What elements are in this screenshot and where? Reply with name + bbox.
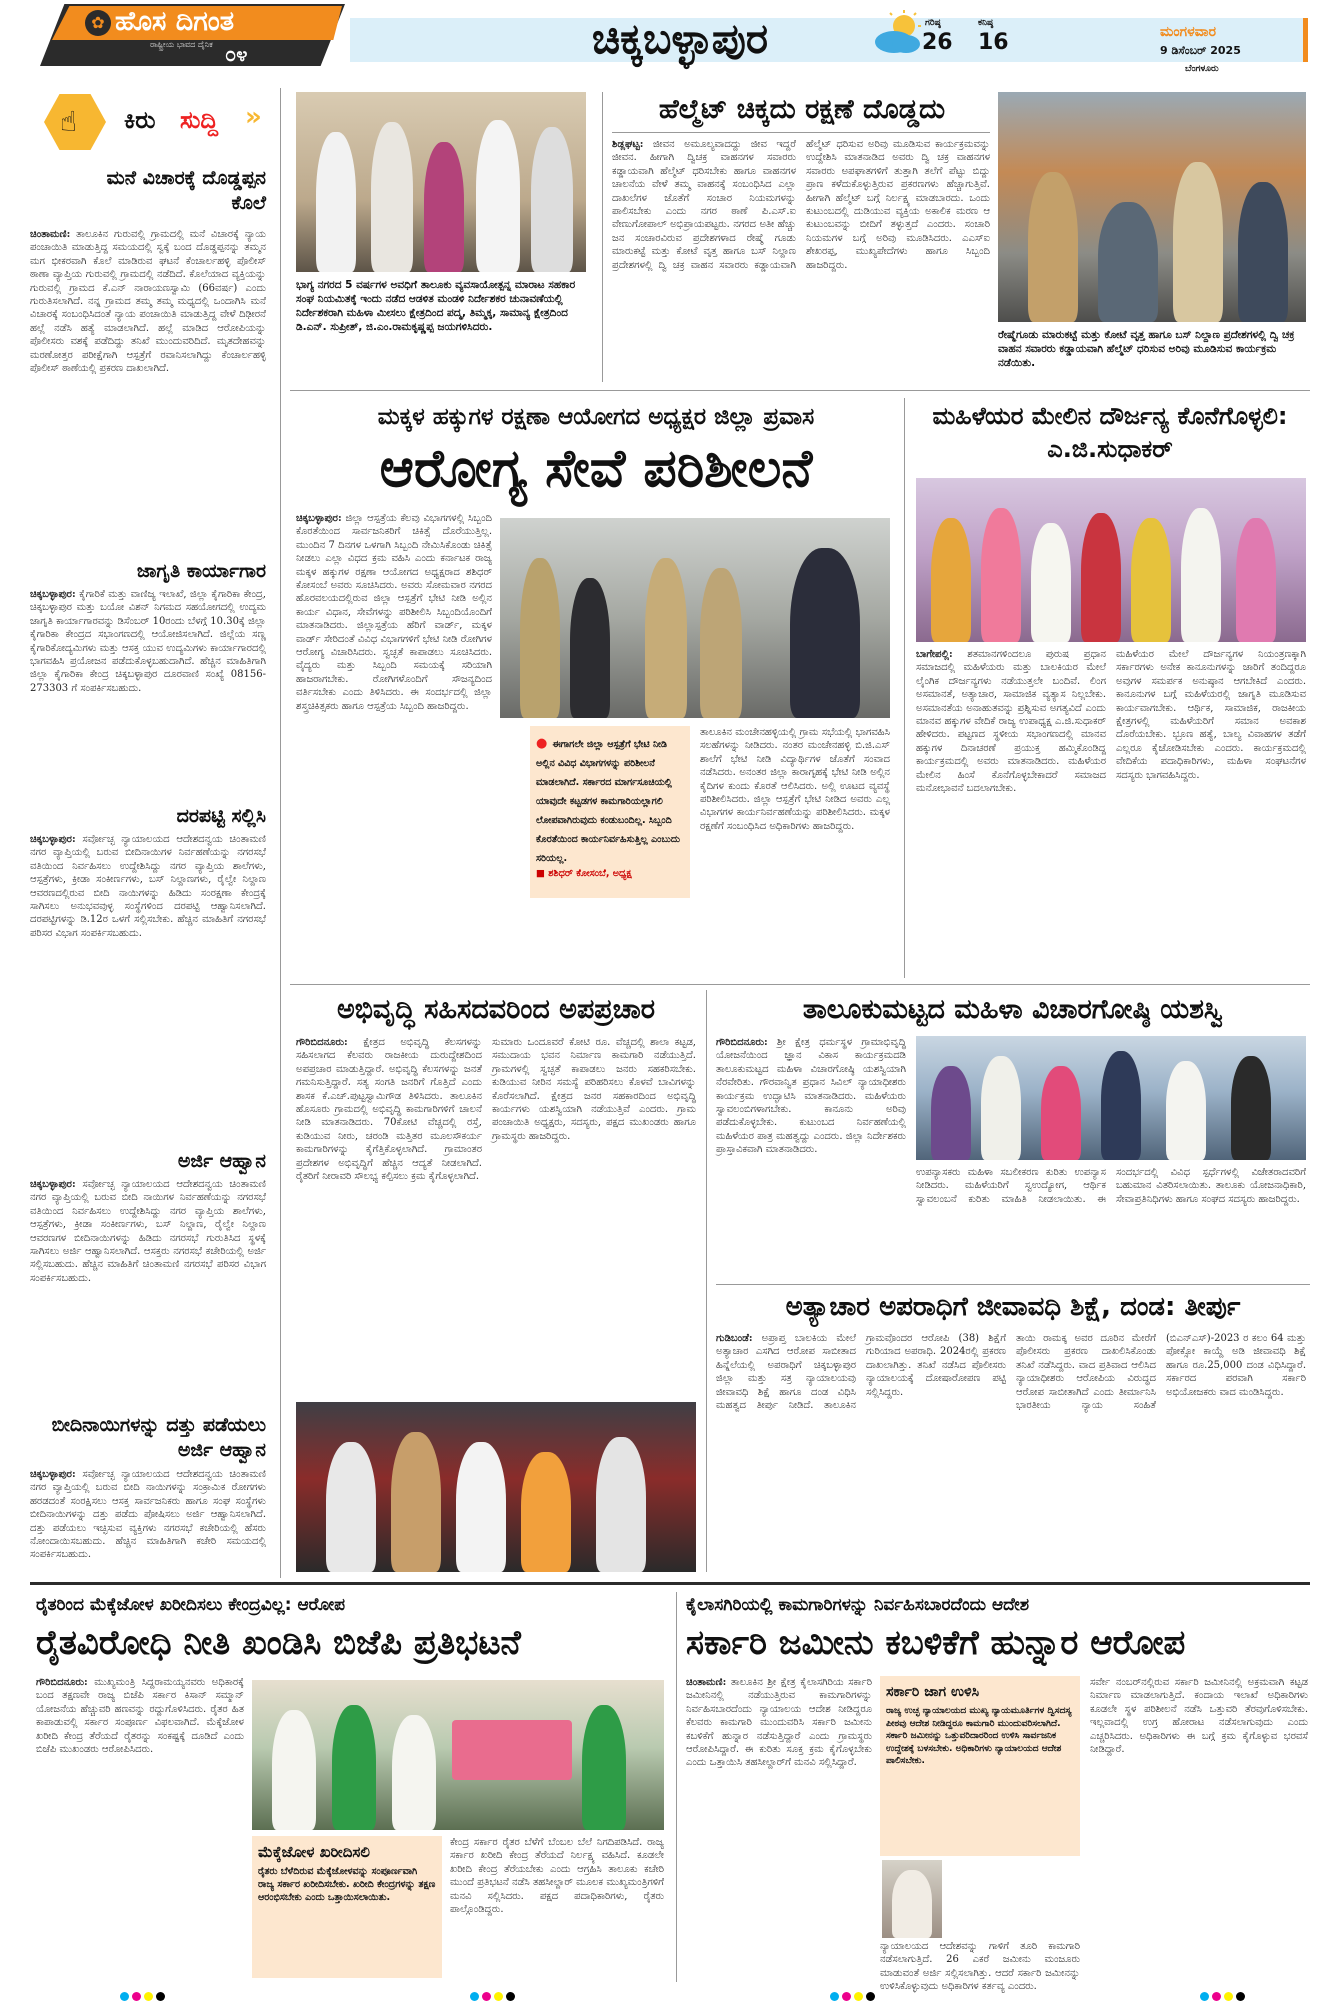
max-temp-label: ಗರಿಷ್ಠ [925,18,941,28]
brief-4-body: ಚಿಕ್ಕಬಳ್ಳಾಪುರ: ಸರ್ವೋಚ್ಛ ನ್ಯಾಯಾಲಯದ ಆದೇಶದನ್ವಯ ಚಿಂತಾಮಣಿ ನಗರ ವ್ಯಾಪ್ತಿಯಲ್ಲಿ ಬರುವ ಬೀದಿ ನಾಯಿಗಳ ನಿರ್ವಹಣೆಯನ್ನು ನಗರಸಭೆ ವತಿಯಿಂದ ನಿರ್ವಹಿಸಲು ಉದ್ದೇಶಿಸಿದ್ದು ನಗರ ವ್ಯಾಪ್ತಿಯ ಶಾಲೆಗಳು, ಆಸ್ಪತ್ರೆಗಳು, ಕ್ರೀಡಾ ಸಂಕೀರ್ಣಗಳು, ಬಸ್ ನಿಲ್ದಾಣ, ರೈಲ್ವೇ ನಿಲ್ದಾಣ ಆವರಣಗಳ ಬೀದಿನಾಯಿಗಳನ್ನು ಹಿಡಿದು ನಗರಸಭೆ ಗುರುತಿಸಿದ ಸ್ಥಳಕ್ಕೆ ಸಾಗಿಸಲು ಅರ್ಜಿ ಆಹ್ವಾನಿಸಲಾಗಿದೆ. ಆಸಕ್ತರು ನಗರಸಭೆ ಕಚೇರಿಯಲ್ಲಿ ಅರ್ಜಿ ಸಲ್ಲಿಸಬಹುದು. ಹೆಚ್ಚಿನ ಮಾಹಿತಿಗೆ ಚಿಂತಾಮಣಿ ನಗರಸಭೆ ಪರಿಸರ ವಿಭಾಗ ಸಂಪರ್ಕಿಸಬಹುದು. [30,1179,266,1284]
page-number: ೦೪ [225,42,248,66]
health-photo [500,518,890,718]
bjp-inset [252,1836,442,1978]
column-rule [280,88,281,1578]
masthead [0,0,1339,78]
health-body-a: ಚಿಕ್ಕಬಳ್ಳಾಪುರ: ಜಿಲ್ಲಾ ಆಸ್ಪತ್ರೆಯ ಕೆಲವು ವಿಭಾಗಗಳಲ್ಲಿ ಸಿಬ್ಬಂದಿ ಕೊರತೆಯಿಂದ ಸಾರ್ವಜನಿಕರಿಗೆ ಚಿಕಿತ್ಸೆ ದೊರೆಯುತ್ತಿಲ್ಲ. ಮುಂದಿನ 7 ದಿನಗಳ ಒಳಗಾಗಿ ಸಿಬ್ಬಂದಿ ನೇಮಿಸಿಕೊಂಡು ಚಿಕಿತ್ಸೆ ನೀಡಲು ಎಲ್ಲಾ ವಿಧದ ಕ್ರಮ ವಹಿಸಿ ಎಂದು ಕರ್ನಾಟಕ ರಾಜ್ಯ ಮಕ್ಕಳ ಹಕ್ಕುಗಳ ರಕ್ಷಣಾ ಆಯೋಗದ ಅಧ್ಯಕ್ಷರಾದ ಶಶಿಧರ್ ಕೋಸಂಬೆ ಅವರು ಸೂಚಿಸಿದರು. ಅವರು ಸೋಮವಾರ ನಗರದ ಹೊರವಲಯದಲ್ಲಿರುವ ಜಿಲ್ಲಾ ಆಸ್ಪತ್ರೆಗೆ ಭೇಟಿ ನೀಡಿ ಅಲ್ಲಿನ ಕಾರ್ಯ ವಿಧಾನ, ಸೇವೆಗಳನ್ನು ಪರಿಶೀಲಿಸಿ ಸಿಬ್ಬಂದಿಯೊಂದಿಗೆ ಮಾತನಾಡಿದರು. ಜಿಲ್ಲಾಸ್ಪತ್ರೆಯ ಹೆರಿಗೆ ವಾರ್ಡ್, ಮಕ್ಕಳ ವಾರ್ಡ್ ಸೇರಿದಂತೆ ವಿವಿಧ ವಿಭಾಗಗಳಿಗೆ ಭೇಟಿ ನೀಡಿ ರೋಗಿಗಳ ಆರೋಗ್ಯ ವಿಚಾರಿಸಿದರು. ಸ್ವಚ್ಛತೆ ಕಾಪಾಡಲು ಸೂಚಿಸಿದರು. ವೈದ್ಯರು ಮತ್ತು ಸಿಬ್ಬಂದಿ ಸಮಯಕ್ಕೆ ಸರಿಯಾಗಿ ಹಾಜರಾಗಬೇಕು. ರೋಗಿಗಳೊಂದಿಗೆ ಸೌಜನ್ಯದಿಂದ ವರ್ತಿಸಬೇಕು ಎಂದು ತಿಳಿಸಿದರು. ಈ ಸಂದರ್ಭದಲ್ಲಿ ಜಿಲ್ಲಾ ಶಸ್ತ್ರಚಿಕಿತ್ಸಕರು ಹಾಗೂ ಆಸ್ಪತ್ರೆಯ ಸಿಬ್ಬಂದಿ ಹಾಜರಿದ್ದರು. [296,513,492,712]
brief-3-title: ದರಪಟ್ಟಿ ಸಲ್ಲಿಸಿ [176,805,266,827]
land-body-c: ನ್ಯಾಯಾಲಯದ ಆದೇಶವನ್ನು ಗಾಳಿಗೆ ತೂರಿ ಕಾಮಗಾರಿ ನಡೆಸಲಾಗುತ್ತಿದೆ. 26 ಎಕರೆ ಜಮೀನು ಮಂಜೂರು ಮಾಡುವಂತೆ ಅರ್ಜಿ ಸಲ್ಲಿಸಲಾಗಿತ್ತು. ಆದರೆ ಸರ್ಕಾರಿ ಜಮೀನನ್ನು ಉಳಿಸಿಕೊಳ್ಳುವುದು ಅಧಿಕಾರಿಗಳ ಕರ್ತವ್ಯ ಎಂದರು. [880,1941,1080,1993]
bjp-body-b: ಕೇಂದ್ರ ಸರ್ಕಾರ ರೈತರ ಬೆಳೆಗೆ ಬೆಂಬಲ ಬೆಲೆ ನಿಗದಿಪಡಿಸಿದೆ. ರಾಜ್ಯ ಸರ್ಕಾರ ಖರೀದಿ ಕೇಂದ್ರ ತೆರೆಯದೆ ನಿರ್ಲಕ್ಷ್ಯ ವಹಿಸಿದೆ. ಕೂಡಲೇ ಖರೀದಿ ಕೇಂದ್ರ ತೆರೆಯಬೇಕು ಎಂದು ಆಗ್ರಹಿಸಿ ತಾಲೂಕು ಕಚೇರಿ ಮುಂದೆ ಪ್ರತಿಭಟನೆ ನಡೆಸಿ ತಹಸೀಲ್ದಾರ್ ಮೂಲಕ ಮುಖ್ಯಮಂತ್ರಿಗಳಿಗೆ ಮನವಿ ಸಲ್ಲಿಸಿದರು. ಪಕ್ಷದ ಪದಾಧಿಕಾರಿಗಳು, ರೈತರು ಪಾಲ್ಗೊಂಡಿದ್ದರು. [450,1837,664,1916]
paper-emblem-icon: ✿ [85,10,111,36]
land-inset-body: ರಾಜ್ಯ ಉಚ್ಛ ನ್ಯಾಯಾಲಯದ ಮುಖ್ಯ ನ್ಯಾಯಮೂರ್ತಿಗಳ ದ್ವಿಸದಸ್ಯ ಪೀಠವು ಆದೇಶ ನೀಡಿದ್ದರೂ ಕಾಮಗಾರಿ ಮುಂದುವರಿಸಲಾಗಿದೆ. ಸರ್ಕಾರಿ ಜಮೀನನ್ನು ಒತ್ತುವರಿದಾರರಿಂದ ಉಳಿಸಿ ಸಾರ್ವಜನಿಕ ಉದ್ದೇಶಕ್ಕೆ ಬಳಸಬೇಕು. ಅಧಿಕಾರಿಗಳು ನ್ಯಾಯಾಲಯದ ಆದೇಶ ಪಾಲಿಸಬೇಕು. [886,1706,1072,1766]
brief-1-body: ಚಿಂತಾಮಣಿ: ತಾಲೂಕಿನ ಗುರುವಲ್ಲಿ ಗ್ರಾಮದಲ್ಲಿ ಮನೆ ವಿಚಾರಕ್ಕೆ ನ್ಯಾಯ ಪಂಚಾಯಿತಿ ಮಾಡುತ್ತಿದ್ದ ಸಮಯದಲ್ಲಿ ಸ್ವಕ್ಕೆ ಬಂದ ದೊಡ್ಡಪ್ಪನನ್ನು ತಮ್ಮನ ಮಗ ಭೀಕರವಾಗಿ ಕೊಲೆ ಮಾಡಿರುವ ಘಟನೆ ಕೆಂಚಾರ್ಲಹಳ್ಳಿ ಪೊಲೀಸ್ ಠಾಣಾ ವ್ಯಾಪ್ತಿಯ ಗುರುವಲ್ಲಿ ಗ್ರಾಮದಲ್ಲಿ ನಡೆದಿದೆ. ಕೊಲೆಯಾದ ವ್ಯಕ್ತಿಯನ್ನು ಗುರುವಲ್ಲಿ ಗ್ರಾಮದ ಕೆ.ಎನ್ ನಾರಾಯಣಸ್ವಾಮಿ (66ವರ್ಷ) ಎಂದು ಗುರುತಿಸಲಾಗಿದೆ. ನನ್ನ ಗ್ರಾಮದ ತಮ್ಮ ತಮ್ಮ ಮಧ್ಯದಲ್ಲಿ ಒಂದಾಗಿಸಿ ಮನೆ ವಿಚಾರಕ್ಕೆ ಸಂಬಂಧಿಸಿದಂತೆ ನ್ಯಾಯ ಪಂಚಾಯಿತಿ ಮಾಡುತ್ತಿದ್ದ ವೇಳೆ ದಿಢೀರನೆ ಹಲ್ಲೆ ನಡೆಸಿ ಹತ್ಯೆ ಮಾಡಲಾಗಿದೆ. ಹಲ್ಲೆ ಮಾಡಿದ ಆರೋಪಿಯನ್ನು ಪೊಲೀಸರು ವಶಕ್ಕೆ ಪಡೆದಿದ್ದು ತನಿಖೆ ಮುಂದುವರಿದಿದೆ. ಮೃತದೇಹವನ್ನು ಮರಣೋತ್ತರ ಪರೀಕ್ಷೆಗಾಗಿ ಆಸ್ಪತ್ರೆಗೆ ರವಾನಿಸಲಾಗಿದ್ದು ಕೆಂಚಾರ್ಲಹಳ್ಳಿ ಪೊಲೀಸ್ ಠಾಣೆಯಲ್ಲಿ ಪ್ರಕರಣ ದಾಖಲಾಗಿದೆ. [30,229,266,375]
bjp-inset-title: ಮೆಕ್ಕೆಜೋಳ ಖರೀದಿಸಲಿ [258,1843,370,1861]
weekday: ಮಂಗಳವಾರ [1160,24,1217,40]
seminar-headline: ತಾಲೂಕುಮಟ್ಟದ ಮಹಿಳಾ ವಿಚಾರಗೋಷ್ಠಿ ಯಶಸ್ವಿ [802,994,1224,1025]
land-body-a: ಚಿಂತಾಮಣಿ: ತಾಲೂಕಿನ ಶ್ರೀ ಕ್ಷೇತ್ರ ಕೈಲಾಸಗಿರಿಯ ಸರ್ಕಾರಿ ಜಮೀನಿನಲ್ಲಿ ನಡೆಯುತ್ತಿರುವ ಕಾಮಗಾರಿಗಳನ್ನು ನಿರ್ವಹಿಸಬಾರದೆಂದು ನ್ಯಾಯಾಲಯ ಆದೇಶ ನೀಡಿದ್ದರೂ ಕೆಲವರು ಕಾಮಗಾರಿ ಮುಂದುವರಿಸಿ ಸರ್ಕಾರಿ ಜಮೀನು ಕಬಳಿಕೆಗೆ ಹುನ್ನಾರ ನಡೆಸುತ್ತಿದ್ದಾರೆ ಎಂದು ಗ್ರಾಮಸ್ಥರು ಆರೋಪಿಸಿದ್ದಾರೆ. ಈ ಕುರಿತು ಸೂಕ್ತ ಕ್ರಮ ಕೈಗೊಳ್ಳಬೇಕು ಎಂದು ಒತ್ತಾಯಿಸಿ ತಹಸೀಲ್ದಾರ್‌ಗೆ ಮನವಿ ಸಲ್ಲಿಸಿದ್ದಾರೆ. [686,1677,872,1769]
land-headline: ಸರ್ಕಾರಿ ಜಮೀನು ಕಬಳಿಕೆಗೆ ಹುನ್ನಾರ ಆರೋಪ [686,1623,1186,1663]
weather-icon [870,8,926,58]
bottom-rule [30,1582,1310,1585]
verdict-headline: ಅತ್ಯಾಚಾರ ಅಪರಾಧಿಗೆ ಜೀವಾವಧಿ ಶಿಕ್ಷೆ, ದಂಡ: ತೀರ್ಪು [785,1292,1241,1322]
city-name: ಬೆಂಗಳೂರು [1185,64,1219,74]
seminar-photo [916,1036,1306,1160]
bjp-photo [252,1680,664,1830]
land-body-b: ಸರ್ವೇ ನಂಬರ್‌ನಲ್ಲಿರುವ ಸರ್ಕಾರಿ ಜಮೀನಿನಲ್ಲಿ ಅಕ್ರಮವಾಗಿ ಕಟ್ಟಡ ನಿರ್ಮಾಣ ಮಾಡಲಾಗುತ್ತಿದೆ. ಕಂದಾಯ ಇಲಾಖೆ ಅಧಿಕಾರಿಗಳು ಕೂಡಲೇ ಸ್ಥಳ ಪರಿಶೀಲನೆ ನಡೆಸಿ ಒತ್ತುವರಿ ತೆರವುಗೊಳಿಸಬೇಕು. ಇಲ್ಲವಾದಲ್ಲಿ ಉಗ್ರ ಹೋರಾಟ ನಡೆಸಲಾಗುವುದು ಎಂದು ಎಚ್ಚರಿಸಿದರು. ಅಧಿಕಾರಿಗಳು ಈ ಬಗ್ಗೆ ಕ್ರಮ ಕೈಗೊಳ್ಳುವ ಭರವಸೆ ನೀಡಿದ್ದಾರೆ. [1090,1677,1308,1756]
helmet-photo [998,92,1306,322]
health-quote-author: ■ ಶಶಿಧರ್ ಕೋಸಂಬೆ, ಅಧ್ಯಕ್ಷ [536,868,632,879]
kirusuddi-label-b: ಸುದ್ದಿ [180,106,219,134]
issue-date: 9 ಡಿಸೆಂಬರ್ 2025 [1160,44,1241,57]
corruption-headline: ಅಭಿವೃದ್ಧಿ ಸಹಿಸದವರಿಂದ ಅಪಪ್ರಚಾರ [336,994,656,1025]
min-temp: 16 [978,30,1009,55]
bjp-body-a: ಗೌರಿಬಿದನೂರು: ಮುಖ್ಯಮಂತ್ರಿ ಸಿದ್ದರಾಮಯ್ಯನವರು ಅಧಿಕಾರಕ್ಕೆ ಬಂದ ತಕ್ಷಣವೇ ರಾಜ್ಯ ಬಿಜೆಪಿ ಸರ್ಕಾರ ಕಿಸಾನ್ ಸಮ್ಮಾನ್ ಯೋಜನೆಯ ಹೆಚ್ಚುವರಿ ಹಣವನ್ನು ರದ್ದುಗೊಳಿಸಿದರು. ರೈತರ ಹಿತ ಕಾಪಾಡುವಲ್ಲಿ ಸರ್ಕಾರ ಸಂಪೂರ್ಣ ವಿಫಲವಾಗಿದೆ. ಮೆಕ್ಕೆಜೋಳ ಖರೀದಿ ಕೇಂದ್ರ ತೆರೆಯದೆ ರೈತರನ್ನು ಸಂಕಷ್ಟಕ್ಕೆ ದೂಡಿದೆ ಎಂದು ಬಿಜೆಪಿ ಮುಖಂಡರು ಆರೋಪಿಸಿದರು. [36,1677,245,1756]
min-temp-label: ಕನಿಷ್ಠ [978,18,994,28]
registration-marks-center-left [470,1992,515,2001]
edition-name: ಚಿಕ್ಕಬಳ್ಳಾಪುರ [591,14,769,63]
helmet-photo-caption: ರೇಷ್ಮೆಗೂಡು ಮಾರುಕಟ್ಟೆ ಮತ್ತು ಕೋಟೆ ವೃತ್ತ ಹಾಗೂ ಬಸ್ ನಿಲ್ದಾಣ ಪ್ರದೇಶಗಳಲ್ಲಿ ದ್ವಿ ಚಕ್ರ ವಾಹನ ಸವಾರರು ಕಡ್ಡಾಯವಾಗಿ ಹೆಲ್ಮೆಟ್ ಧರಿಸುವ ಅರಿವು ಮೂಡಿಸುವ ಕಾರ್ಯಕ್ರಮ ನಡೆಯಿತು. [998,329,1295,369]
corruption-body-b: ಸುಮಾರು ಒಂದೂವರೆ ಕೋಟಿ ರೂ. ವೆಚ್ಚದಲ್ಲಿ ಶಾಲಾ ಕಟ್ಟಡ, ಸಮುದಾಯ ಭವನ ನಿರ್ಮಾಣ ಕಾಮಗಾರಿ ನಡೆಯುತ್ತಿದೆ. ಗ್ರಾಮಗಳಲ್ಲಿ ಸ್ವಚ್ಛತೆ ಕಾಪಾಡಲು ಜನರು ಸಹಕರಿಸಬೇಕು. ಕುಡಿಯುವ ನೀರಿನ ಸಮಸ್ಯೆ ಪರಿಹರಿಸಲು ಕೊಳವೆ ಬಾವಿಗಳನ್ನು ಕೊರೆಸಲಾಗಿದೆ. ಕ್ಷೇತ್ರದ ಜನರ ಸಹಕಾರದಿಂದ ಅಭಿವೃದ್ಧಿ ಕಾರ್ಯಗಳು ಯಶಸ್ವಿಯಾಗಿ ನಡೆಯುತ್ತಿವೆ ಎಂದರು. ಗ್ರಾಮ ಪಂಚಾಯಿತಿ ಅಧ್ಯಕ್ಷರು, ಸದಸ್ಯರು, ಪಕ್ಷದ ಮುಖಂಡರು ಹಾಗೂ ಗ್ರಾಮಸ್ಥರು ಹಾಜರಿದ್ದರು. [492,1037,696,1142]
paper-tagline: ರಾಷ್ಟ್ರೀಯ ಭಾವದ ದೈನಿಕ [150,40,213,49]
bjp-inset-body: ರೈತರು ಬೆಳೆದಿರುವ ಮೆಕ್ಕೆಜೋಳವನ್ನು ಸಂಪೂರ್ಣವಾಗಿ ರಾಜ್ಯ ಸರ್ಕಾರ ಖರೀದಿಸಬೇಕು. ಖರೀದಿ ಕೇಂದ್ರಗಳನ್ನು ತಕ್ಷಣ ಆರಂಭಿಸಬೇಕು ಎಂದು ಒತ್ತಾಯಿಸಲಾಯಿತು. [258,1866,436,1903]
brief-2-body: ಚಿಕ್ಕಬಳ್ಳಾಪುರ: ಕೈಗಾರಿಕೆ ಮತ್ತು ವಾಣಿಜ್ಯ ಇಲಾಖೆ, ಜಿಲ್ಲಾ ಕೈಗಾರಿಕಾ ಕೇಂದ್ರ, ಚಿಕ್ಕಬಳ್ಳಾಪುರ ಮತ್ತು ಬಯೋ ವಿಶನ್ ನಿಗಮದ ಸಹಯೋಗದಲ್ಲಿ ಉದ್ಯಮ ಜಾಗೃತಿ ಕಾರ್ಯಾಗಾರವನ್ನು ಡಿಸೆಂಬರ್ 10ರಂದು ಬೆಳಗ್ಗೆ 10.30ಕ್ಕೆ ಜಿಲ್ಲಾ ಕೈಗಾರಿಕಾ ಕೇಂದ್ರದ ಸಭಾಂಗಣದಲ್ಲಿ ಆಯೋಜಿಸಲಾಗಿದೆ. ಜಿಲ್ಲೆಯ ಸಣ್ಣ ಕೈಗಾರಿಕೋದ್ಯಮಿಗಳು ಮತ್ತು ಆಸಕ್ತ ಯುವ ಉದ್ಯಮಿಗಳು ಕಾರ್ಯಾಗಾರದಲ್ಲಿ ಭಾಗವಹಿಸಿ ಪ್ರಯೋಜನ ಪಡೆದುಕೊಳ್ಳಬಹುದಾಗಿದೆ. ಹೆಚ್ಚಿನ ಮಾಹಿತಿಗಾಗಿ ಜಿಲ್ಲಾ ಕೈಗಾರಿಕಾ ಕೇಂದ್ರ ಚಿಕ್ಕಬಳ್ಳಾಪುರ ದೂರವಾಣಿ ಸಂಖ್ಯೆ 08156-273303 ಗೆ ಸಂಪರ್ಕಿಸಬಹುದು. [30,589,266,694]
corruption-photo [296,1402,696,1572]
women-photo [916,478,1306,642]
kirusuddi-label-a: ಕಿರು [124,106,156,134]
seminar-body-a: ಗೌರಿಬಿದನೂರು: ಶ್ರೀ ಕ್ಷೇತ್ರ ಧರ್ಮಸ್ಥಳ ಗ್ರಾಮಾಭಿವೃದ್ಧಿ ಯೋಜನೆಯಿಂದ ಜ್ಞಾನ ವಿಕಾಸ ಕಾರ್ಯಕ್ರಮದಡಿ ತಾಲೂಕುಮಟ್ಟದ ಮಹಿಳಾ ವಿಚಾರಗೋಷ್ಠಿ ಯಶಸ್ವಿಯಾಗಿ ನೆರವೇರಿತು. ಗೌರವಾನ್ವಿತ ಪ್ರಧಾನ ಸಿವಿಲ್ ನ್ಯಾಯಾಧೀಶರು ಕಾರ್ಯಕ್ರಮ ಉದ್ಘಾಟಿಸಿ ಮಾತನಾಡಿದರು. ಮಹಿಳೆಯರು ಸ್ವಾವಲಂಬಿಗಳಾಗಬೇಕು. ಕಾನೂನು ಅರಿವು ಪಡೆದುಕೊಳ್ಳಬೇಕು. ಕುಟುಂಬದ ನಿರ್ವಹಣೆಯಲ್ಲಿ ಮಹಿಳೆಯರ ಪಾತ್ರ ಮಹತ್ವದ್ದು ಎಂದರು. ಜಿಲ್ಲಾ ನಿರ್ದೇಶಕರು ಪ್ರಾಸ್ತಾವಿಕವಾಗಿ ಮಾತನಾಡಿದರು. [716,1037,906,1156]
edition-accent [1303,18,1308,62]
top-left-photo [296,92,586,272]
brief-1-title: ಮನೆ ವಿಚಾರಕ್ಕೆ ದೊಡ್ಡಪ್ಪನ ಕೊಲೆ [106,167,266,214]
health-quote-box [530,726,690,898]
health-headline: ಆರೋಗ್ಯ ಸೇವೆ ಪರಿಶೀಲನೆ [379,439,813,499]
brief-2-title: ಜಾಗೃತಿ ಕಾರ್ಯಾಗಾರ [136,560,266,582]
land-portrait-photo [882,1860,942,1938]
kirusuddi-column [30,88,270,1568]
pointing-hand-icon: ☝ [60,105,78,138]
verdict-body-a: ಗುಡಿಬಂಡೆ: ಅಪ್ರಾಪ್ತ ಬಾಲಕಿಯ ಮೇಲೆ ಅತ್ಯಾಚಾರ ಎಸಗಿದ ಆರೋಪ ಸಾಬೀತಾದ ಹಿನ್ನೆಲೆಯಲ್ಲಿ ಅಪರಾಧಿಗೆ ಚಿಕ್ಕಬಳ್ಳಾಪುರ ಜಿಲ್ಲಾ ಮತ್ತು ಸತ್ರ ನ್ಯಾಯಾಲಯವು ಜೀವಾವಧಿ ಶಿಕ್ಷೆ ಹಾಗೂ ದಂಡ ವಿಧಿಸಿ ಮಹತ್ವದ ತೀರ್ಪು ನೀಡಿದೆ. ತಾಲೂಕಿನ ಗ್ರಾಮವೊಂದರ ಆರೋಪಿ (38) ಶಿಕ್ಷೆಗೆ ಗುರಿಯಾದ ಅಪರಾಧಿ. 2024ರಲ್ಲಿ ಪ್ರಕರಣ ದಾಖಲಾಗಿತ್ತು. ತನಿಖೆ ನಡೆಸಿದ ಪೊಲೀಸರು ನ್ಯಾಯಾಲಯಕ್ಕೆ ದೋಷಾರೋಪಣ ಪಟ್ಟಿ ಸಲ್ಲಿಸಿದ್ದರು. [716,1333,1006,1412]
max-temp: 26 [922,30,953,55]
bjp-kicker: ರೈತರಿಂದ ಮೆಕ್ಕೆಜೋಳ ಖರೀದಿಸಲು ಕೇಂದ್ರವಿಲ್ಲ: ಆರೋಪ [36,1595,345,1615]
corruption-body-a: ಗೌರಿಬಿದನೂರು: ಕ್ಷೇತ್ರದ ಅಭಿವೃದ್ಧಿ ಕೆಲಸಗಳನ್ನು ಸಹಿಸಲಾಗದ ಕೆಲವರು ರಾಜಕೀಯ ದುರುದ್ದೇಶದಿಂದ ಅಪಪ್ರಚಾರ ಮಾಡುತ್ತಿದ್ದಾರೆ. ಅಭಿವೃದ್ಧಿ ಕೆಲಸಗಳನ್ನು ಜನತೆ ಗಮನಿಸುತ್ತಿದ್ದಾರೆ. ಸತ್ಯ ಸಂಗತಿ ಜನರಿಗೆ ಗೊತ್ತಿದೆ ಎಂದು ಶಾಸಕ ಕೆ.ಎಚ್.ಪುಟ್ಟಸ್ವಾಮಿಗೌಡ ತಿಳಿಸಿದರು. ತಾಲೂಕಿನ ಹೊಸೂರು ಗ್ರಾಮದಲ್ಲಿ ಅಭಿವೃದ್ಧಿ ಕಾಮಗಾರಿಗಳಿಗೆ ಚಾಲನೆ ನೀಡಿ ಮಾತನಾಡಿದರು. 70ಕೋಟಿ ವೆಚ್ಚದಲ್ಲಿ ರಸ್ತೆ, ಕುಡಿಯುವ ನೀರು, ಚರಂಡಿ ಮತ್ತಿತರ ಮೂಲಸೌಕರ್ಯ ಕಾಮಗಾರಿಗಳನ್ನು ಕೈಗೆತ್ತಿಕೊಳ್ಳಲಾಗಿದೆ. ಗ್ರಾಮಾಂತರ ಪ್ರದೇಶಗಳ ಅಭಿವೃದ್ಧಿಗೆ ಹೆಚ್ಚಿನ ಆದ್ಯತೆ ನೀಡಲಾಗಿದೆ. ರೈತರಿಗೆ ನೀರಾವರಿ ಸೌಲಭ್ಯ ಕಲ್ಪಿಸಲು ಕ್ರಮ ಕೈಗೊಳ್ಳಲಾಗಿದೆ. [296,1037,482,1183]
helmet-body: ಶಿಡ್ಲಘಟ್ಟ: ಜೀವನ ಅಮೂಲ್ಯವಾದದ್ದು ಜೀವ ಇದ್ದರೆ ಜೀವನ. ಹೀಗಾಗಿ ದ್ವಿಚಕ್ರ ವಾಹನಗಳ ಸವಾರರು ಕಡ್ಡಾಯವಾಗಿ ಹೆಲ್ಮೆಟ್ ಧರಿಸಬೇಕು ಹಾಗೂ ವಾಹನಗಳ ಚಾಲನೆಯ ವೇಳೆ ತಮ್ಮ ವಾಹನಕ್ಕೆ ಸಂಬಂಧಿಸಿದ ಎಲ್ಲಾ ದಾಖಲೆಗಳ ಜೊತೆಗೆ ಸಂಚಾರ ನಿಯಮಗಳನ್ನು ಪಾಲಿಸಬೇಕು ಎಂದು ನಗರ ಠಾಣೆ ಪಿ.ಎಸ್.ಐ ವೇಣುಗೋಪಾಲ್ ಅಭಿಪ್ರಾಯಪಟ್ಟರು. ನಗರದ ಅತೀ ಹೆಚ್ಚು ಜನ ಸಂಚಾರವಿರುವ ಪ್ರದೇಶಗಳಾದ ರೇಷ್ಮೆ ಗೂಡು ಮಾರುಕಟ್ಟೆ ಮತ್ತು ಕೋಟೆ ವೃತ್ತ ಹಾಗೂ ಬಸ್ ನಿಲ್ದಾಣ ಪ್ರದೇಶಗಳಲ್ಲಿ ದ್ವಿ ಚಕ್ರ ವಾಹನ ಸವಾರರು ಕಡ್ಡಾಯವಾಗಿ ಹೆಲ್ಮೆಟ್ ಧರಿಸುವ ಅರಿವು ಮೂಡಿಸುವ ಕಾರ್ಯಕ್ರಮವನ್ನು ಉದ್ದೇಶಿಸಿ ಮಾತನಾಡಿದ ಅವರು ದ್ವಿ ಚಕ್ರ ವಾಹನಗಳ ಸವಾರರು ಅಪಘಾತಗಳಿಗೆ ತುತ್ತಾಗಿ ತಲೆಗೆ ಪೆಟ್ಟು ಬಿದ್ದು ಪ್ರಾಣ ಕಳೆದುಕೊಳ್ಳುತ್ತಿರುವ ಪ್ರಕರಣಗಳು ಹೆಚ್ಚಾಗುತ್ತಿವೆ. ಹೀಗಾಗಿ ಹೆಲ್ಮೆಟ್ ಬಗ್ಗೆ ನಿರ್ಲಕ್ಷ್ಯ ಮಾಡಬಾರದು. ಒಂದು ಕುಟುಂಬದಲ್ಲಿ ದುಡಿಯುವ ವ್ಯಕ್ತಿಯ ಅಕಾಲಿಕ ಮರಣ ಆ ಕುಟುಂಬವನ್ನು ಬೀದಿಗೆ ತಳ್ಳುತ್ತದೆ ಎಂದರು. ಸಂಚಾರಿ ನಿಯಮಗಳ ಬಗ್ಗೆ ಅರಿವು ಮೂಡಿಸಿದರು. ಎಎಸ್‌ಐ ಶೇಖರಪ್ಪ, ಮುಖ್ಯಪೇದೆಗಳು ಹಾಗೂ ಸಿಬ್ಬಂದಿ ಹಾಜರಿದ್ದರು. [612,139,990,271]
land-inset [880,1676,1080,1856]
chevrons-icon: » [245,102,262,132]
verdict-body-b: ತಾಯಿ ರಾಮಕ್ಕ ಅವರ ದೂರಿನ ಮೇರೆಗೆ ಪೊಲೀಸರು ಪ್ರಕರಣ ದಾಖಲಿಸಿಕೊಂಡು ತನಿಖೆ ನಡೆಸಿದ್ದರು. ವಾದ ಪ್ರತಿವಾದ ಆಲಿಸಿದ ನ್ಯಾಯಾಧೀಶರು ಆರೋಪಿಯ ವಿರುದ್ಧದ ಆರೋಪ ಸಾಬೀತಾಗಿದೆ ಎಂದು ತೀರ್ಮಾನಿಸಿ ಭಾರತೀಯ ನ್ಯಾಯ ಸಂಹಿತೆ (ಬಿಎನ್‌ಎಸ್)-2023 ರ ಕಲಂ 64 ಮತ್ತು ಪೋಕ್ಸೋ ಕಾಯ್ದೆ ಅಡಿ ಜೀವಾವಧಿ ಶಿಕ್ಷೆ ಹಾಗೂ ರೂ.25,000 ದಂಡ ವಿಧಿಸಿದ್ದಾರೆ. ಸರ್ಕಾರದ ಪರವಾಗಿ ಸರ್ಕಾರಿ ಅಭಿಯೋಜಕರು ವಾದ ಮಂಡಿಸಿದ್ದರು. [1016,1333,1306,1412]
brief-5-body: ಚಿಕ್ಕಬಳ್ಳಾಪುರ: ಸರ್ವೋಚ್ಛ ನ್ಯಾಯಾಲಯದ ಆದೇಶದನ್ವಯ ಚಿಂತಾಮಣಿ ನಗರ ವ್ಯಾಪ್ತಿಯಲ್ಲಿ ಬರುವ ಬೀದಿ ನಾಯಿಗಳನ್ನು ಸಂಕ್ರಾಮಿಕ ರೋಗಗಳು ಹರಡದಂತೆ ಸಂರಕ್ಷಿಸಲು ಆಸಕ್ತ ಸಾರ್ವಜನಿಕರು ಹಾಗೂ ಸಂಘ ಸಂಸ್ಥೆಗಳು ಬೀದಿನಾಯಿಗಳನ್ನು ದತ್ತು ಪಡೆದು ಪೋಷಿಸಲು ಅರ್ಜಿ ಆಹ್ವಾನಿಸಲಾಗಿದೆ. ದತ್ತು ಪಡೆಯಲು ಇಚ್ಛಿಸುವ ವ್ಯಕ್ತಿಗಳು ನಗರಸಭೆ ಕಚೇರಿಯಲ್ಲಿ ಹೆಸರು ನೋಂದಾಯಿಸಬಹುದು. ಹೆಚ್ಚಿನ ಮಾಹಿತಿಗಾಗಿ ಕಚೇರಿ ಸಮಯದಲ್ಲಿ ಸಂಪರ್ಕಿಸಬಹುದು. [30,1469,266,1561]
health-body-c: ತಾಲೂಕಿನ ಮಂಚೇನಹಳ್ಳಿಯಲ್ಲಿ ಗ್ರಾಮ ಸಭೆಯಲ್ಲಿ ಭಾಗವಹಿಸಿ ಸಲಹೆಗಳನ್ನು ನೀಡಿದರು. ನಂತರ ಮಂಚೇನಹಳ್ಳಿ ಬಿ.ಜಿ.ಎಸ್ ಶಾಲೆಗೆ ಭೇಟಿ ನೀಡಿ ವಿದ್ಯಾರ್ಥಿಗಳ ಜೊತೆಗೆ ಸಂವಾದ ನಡೆಸಿದರು. ಅನಂತರ ಜಿಲ್ಲಾ ಕಾರಾಗೃಹಕ್ಕೆ ಭೇಟಿ ನೀಡಿ ಅಲ್ಲಿನ ಕೈದಿಗಳ ಕುಂದು ಕೊರತೆ ಆಲಿಸಿದರು. ಅಲ್ಲಿ ಊಟದ ವ್ಯವಸ್ಥೆ ಪರಿಶೀಲಿಸಿದರು. ಜಿಲ್ಲಾ ಆಸ್ಪತ್ರೆಗೆ ಭೇಟಿ ನೀಡಿದ ಅವರು ಎಲ್ಲ ವಿಭಾಗಗಳ ಕಾರ್ಯನಿರ್ವಹಣೆಯನ್ನು ಪರಿಶೀಲಿಸಿದರು. ಮಕ್ಕಳ ರಕ್ಷಣೆಗೆ ಸಂಬಂಧಿಸಿದ ಅಧಿಕಾರಿಗಳು ಹಾಜರಿದ್ದರು. [700,727,890,832]
brief-3-body: ಚಿಕ್ಕಬಳ್ಳಾಪುರ: ಸರ್ವೋಚ್ಛ ನ್ಯಾಯಾಲಯದ ಆದೇಶದನ್ವಯ ಚಿಂತಾಮಣಿ ನಗರ ವ್ಯಾಪ್ತಿಯಲ್ಲಿ ಬರುವ ಬೀದಿನಾಯಿಗಳ ನಿರ್ವಹಣೆಯನ್ನು ನಗರಸಭೆ ವತಿಯಿಂದ ನಿರ್ವಹಿಸಲು ಉದ್ದೇಶಿಸಿದ್ದು ನಗರ ವ್ಯಾಪ್ತಿಯ ಶಾಲೆಗಳು, ಆಸ್ಪತ್ರೆಗಳು, ಕ್ರೀಡಾ ಸಂಕೀರ್ಣಗಳು, ಬಸ್ ನಿಲ್ದಾಣಗಳು, ರೈಲ್ವೇ ನಿಲ್ದಾಣ ಆವರಣದಲ್ಲಿರುವ ಬೀದಿ ನಾಯಿಗಳನ್ನು ಹಿಡಿದು ಸಂರಕ್ಷಣಾ ಕೇಂದ್ರಕ್ಕೆ ಸಾಗಿಸಲು ಅನುಭವವುಳ್ಳ ಸಂಸ್ಥೆಗಳಿಂದ ದರಪಟ್ಟಿ ಆಹ್ವಾನಿಸಲಾಗಿದೆ. ದರಪಟ್ಟಿಗಳನ್ನು ಡಿ.12ರ ಒಳಗೆ ಸಲ್ಲಿಸಬೇಕು. ಹೆಚ್ಚಿನ ಮಾಹಿತಿಗೆ ನಗರಸಭೆ ಪರಿಸರ ವಿಭಾಗ ಸಂಪರ್ಕಿಸಬಹುದು. [30,834,266,939]
health-quote-text: ಈಗಾಗಲೇ ಜಿಲ್ಲಾ ಆಸ್ಪತ್ರೆಗೆ ಭೇಟಿ ನೀಡಿ ಅಲ್ಲಿನ ವಿವಿಧ ವಿಭಾಗಗಳನ್ನು ಪರಿಶೀಲನೆ ಮಾಡಲಾಗಿದೆ. ಸರ್ಕಾರದ ಮಾರ್ಗಸೂಚಿಯಲ್ಲಿ ಯಾವುದೇ ಕಟ್ಟಡಗಳ ಕಾಮಗಾರಿಯಲ್ಲಾಗಲಿ ಲೋಪವಾಗಿರುವುದು ಕಂಡುಬಂದಿಲ್ಲ. ಸಿಬ್ಬಂದಿ ಕೊರತೆಯಿಂದ ಕಾರ್ಯನಿರ್ವಹಿಸುತ್ತಿಲ್ಲ ಎಂಬುದು ಸರಿಯಲ್ಲ. [536,739,680,864]
brief-4-title: ಅರ್ಜಿ ಆಹ್ವಾನ [177,1150,266,1172]
women-headline: ಮಹಿಳೆಯರ ಮೇಲಿನ ದೌರ್ಜನ್ಯ ಕೊನೆಗೊಳ್ಳಲಿ: ಎ.ಜಿ.ಸುಧಾಕರ್ [932,402,1288,463]
seminar-body-b: ಉಪನ್ಯಾಸಕರು ಮಹಿಳಾ ಸಬಲೀಕರಣ ಕುರಿತು ಉಪನ್ಯಾಸ ನೀಡಿದರು. ಮಹಿಳೆಯರಿಗೆ ಸ್ವಉದ್ಯೋಗ, ಆರ್ಥಿಕ ಸ್ವಾವಲಂಬನೆ ಕುರಿತು ಮಾಹಿತಿ ನೀಡಲಾಯಿತು. ಈ ಸಂದರ್ಭದಲ್ಲಿ ವಿವಿಧ ಸ್ಪರ್ಧೆಗಳಲ್ಲಿ ವಿಜೇತರಾದವರಿಗೆ ಬಹುಮಾನ ವಿತರಿಸಲಾಯಿತು. ತಾಲೂಕು ಯೋಜನಾಧಿಕಾರಿ, ಸೇವಾಪ್ರತಿನಿಧಿಗಳು ಹಾಗೂ ಸಂಘದ ಸದಸ್ಯರು ಹಾಜರಿದ್ದರು. [916,1167,1306,1205]
registration-marks-right [1200,1992,1245,2001]
paper-name: ಹೊಸ ದಿಗಂತ [115,6,235,37]
women-body-b: ಮಹಿಳೆಯರ ಮೇಲೆ ದೌರ್ಜನ್ಯಗಳ ನಿಯಂತ್ರಣಕ್ಕಾಗಿ ಸರ್ಕಾರಗಳು ಅನೇಕ ಕಾನೂನುಗಳನ್ನು ಜಾರಿಗೆ ತಂದಿದ್ದರೂ ಅವುಗಳ ಸಮರ್ಪಕ ಅನುಷ್ಠಾನ ಆಗಬೇಕಿದೆ ಎಂದರು. ಕಾನೂನುಗಳ ಬಗ್ಗೆ ಮಹಿಳೆಯರಲ್ಲಿ ಜಾಗೃತಿ ಮೂಡಿಸುವ ಕಾರ್ಯವಾಗಬೇಕು. ಆರ್ಥಿಕ, ಸಾಮಾಜಿಕ, ರಾಜಕೀಯ ಕ್ಷೇತ್ರಗಳಲ್ಲಿ ಮಹಿಳೆಯರಿಗೆ ಸಮಾನ ಅವಕಾಶ ದೊರೆಯಬೇಕು. ಭ್ರೂಣ ಹತ್ಯೆ, ಬಾಲ್ಯ ವಿವಾಹಗಳ ತಡೆಗೆ ಎಲ್ಲರೂ ಕೈಜೋಡಿಸಬೇಕು ಎಂದರು. ಕಾರ್ಯಕ್ರಮದಲ್ಲಿ ವೇದಿಕೆಯ ಪದಾಧಿಕಾರಿಗಳು, ಮಹಿಳಾ ಸಂಘಟನೆಗಳ ಸದಸ್ಯರು ಭಾಗವಹಿಸಿದ್ದರು. [1116,649,1306,781]
brief-5-title: ಬೀದಿನಾಯಿಗಳನ್ನು ದತ್ತು ಪಡೆಯಲು ಅರ್ಜಿ ಆಹ್ವಾನ [51,1414,266,1461]
land-inset-title: ಸರ್ಕಾರಿ ಜಾಗ ಉಳಿಸಿ [886,1684,980,1700]
registration-marks-center-right [830,1992,875,2001]
women-body-a: ಬಾಗೇಪಲ್ಲಿ: ಶತಮಾನಗಳಿಂದಲೂ ಪುರುಷ ಪ್ರಧಾನ ಸಮಾಜದಲ್ಲಿ ಮಹಿಳೆಯರು ಮತ್ತು ಬಾಲಕಿಯರ ಮೇಲೆ ಲೈಂಗಿಕ ದೌರ್ಜನ್ಯಗಳು ನಡೆಯುತ್ತಲೇ ಬಂದಿವೆ. ಲಿಂಗ ಅಸಮಾನತೆ, ಅತ್ಯಾಚಾರ, ಸಾಮಾಜಿಕ ವ್ಯತ್ಯಾಸ ನಿಲ್ಲಬೇಕು. ಅಸಮಾನತೆಯ ಅನಾಹುತವನ್ನು ಪ್ರಶ್ನಿಸುವ ಅಗತ್ಯವಿದೆ ಎಂದು ಮಾನವ ಹಕ್ಕುಗಳ ವೇದಿಕೆ ರಾಜ್ಯ ಉಪಾಧ್ಯಕ್ಷ ಎ.ಜಿ.ಸುಧಾಕರ್ ಹೇಳಿದರು. ಪಟ್ಟಣದ ಸ್ಥಳೀಯ ಸಭಾಂಗಣದಲ್ಲಿ ಮಾನವ ಹಕ್ಕುಗಳ ದಿನಾಚರಣೆ ಪ್ರಯುಕ್ತ ಹಮ್ಮಿಕೊಂಡಿದ್ದ ಕಾರ್ಯಕ್ರಮದಲ್ಲಿ ಅವರು ಮಾತನಾಡಿದರು. ಮಹಿಳೆಯರ ಮೇಲಿನ ಹಿಂಸೆ ಕೊನೆಗೊಳ್ಳಬೇಕಾದರೆ ಸಮಾಜದ ಮನೋಭಾವನೆ ಬದಲಾಗಬೇಕು. [916,649,1106,795]
land-kicker: ಕೈಲಾಸಗಿರಿಯಲ್ಲಿ ಕಾಮಗಾರಿಗಳನ್ನು ನಿರ್ವಹಿಸಬಾರದೆಂದು ಆದೇಶ [686,1595,1030,1615]
bjp-headline: ರೈತವಿರೋಧಿ ನೀತಿ ಖಂಡಿಸಿ ಬಿಜೆಪಿ ಪ್ರತಿಭಟನೆ [36,1623,521,1663]
helmet-headline: ಹೆಲ್ಮೆಟ್ ಚಿಕ್ಕದು ರಕ್ಷಣೆ ದೊಡ್ಡದು [658,94,946,125]
registration-marks-left [120,1992,165,2001]
top-left-photo-caption: ಭಾಗ್ಯ ನಗರದ 5 ವರ್ಷಗಳ ಅವಧಿಗೆ ತಾಲೂಕು ವ್ಯವಸಾಯೋತ್ಪನ್ನ ಮಾರಾಟ ಸಹಕಾರ ಸಂಘ ನಿಯಮಿತಕ್ಕೆ ಇಂದು ನಡೆದ ಆಡಳಿತ ಮಂಡಳಿ ನಿರ್ದೇಶಕರ ಚುನಾವಣೆಯಲ್ಲಿ ನಿರ್ದೇಶಕರಾಗಿ ಮಹಿಳಾ ಮೀಸಲು ಕ್ಷೇತ್ರದಿಂದ ಪದ್ಮ, ತಿಮ್ಮಕ್ಕ, ಸಾಮಾನ್ಯ ಕ್ಷೇತ್ರದಿಂದ ಡಿ.ಎನ್. ಸುಪ್ರೀತ್, ಜಿ.ಎಂ.ರಾಮಕೃಷ್ಣಪ್ಪ ಜಯಗಳಿಸಿದರು. [296,279,576,333]
quote-icon: ● [536,736,548,751]
health-kicker: ಮಕ್ಕಳ ಹಕ್ಕುಗಳ ರಕ್ಷಣಾ ಆಯೋಗದ ಅಧ್ಯಕ್ಷರ ಜಿಲ್ಲಾ ಪ್ರವಾಸ [377,404,815,430]
